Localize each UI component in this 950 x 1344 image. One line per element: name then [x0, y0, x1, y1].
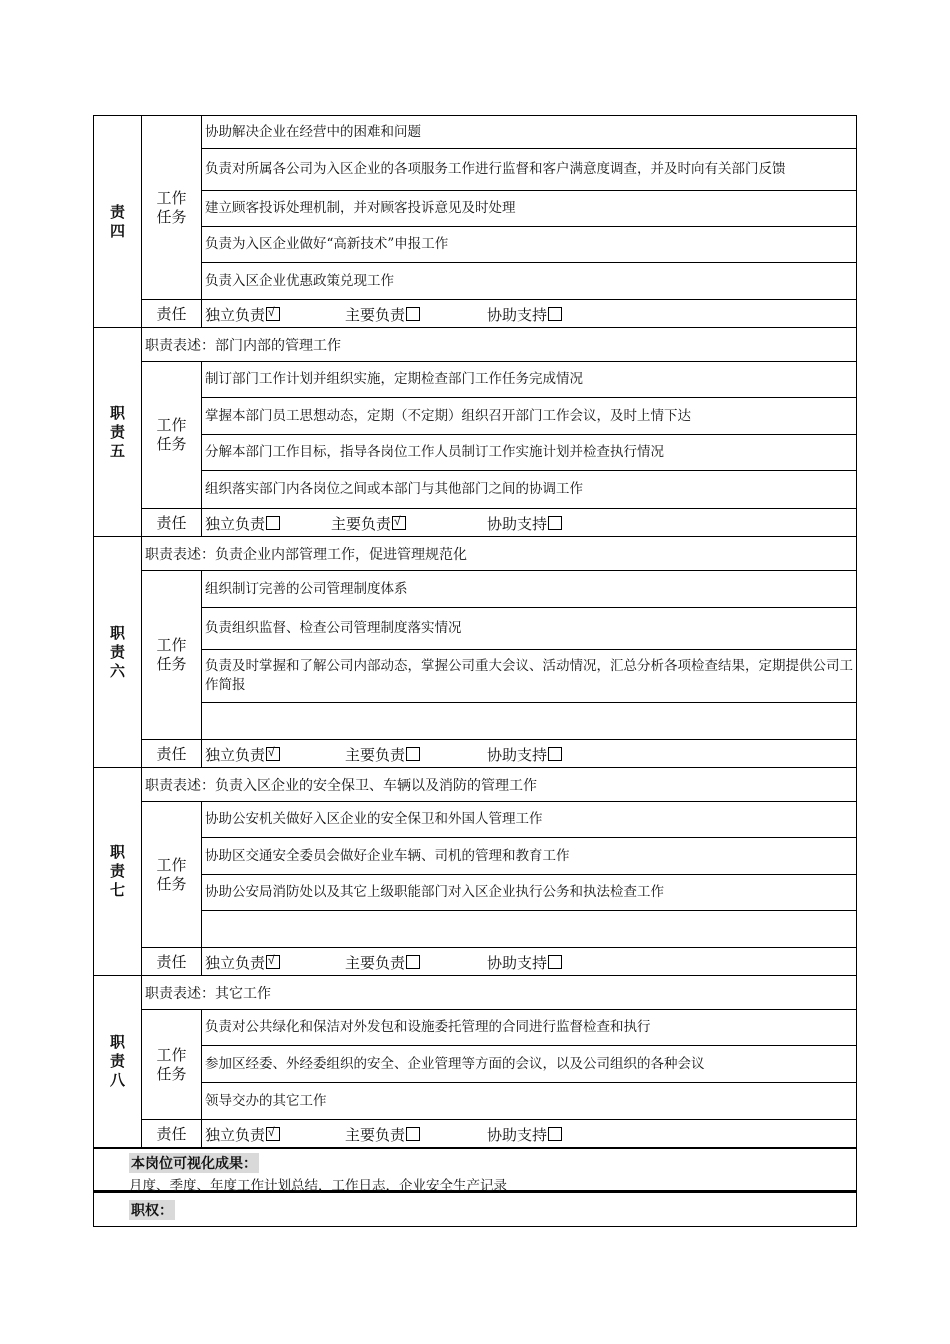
duty-body [142, 537, 856, 767]
work-tasks-label: 工作任务 [156, 637, 187, 673]
checkbox-independent-checked[interactable] [266, 1127, 280, 1141]
checkbox-independent-checked[interactable] [266, 307, 280, 321]
powers-row [93, 1191, 857, 1227]
duty-section [93, 767, 857, 975]
task-item: 组织落实部门内各岗位之间或本部门与其他部门之间的协调工作 [205, 481, 583, 497]
task-item [202, 703, 856, 739]
work-tasks [142, 362, 856, 509]
checkbox-main[interactable] [406, 747, 420, 761]
task-item: 协助公安机关做好入区企业的安全保卫和外国人管理工作 [202, 802, 856, 838]
option-main[interactable] [345, 952, 420, 973]
duty-name: 职责五 [109, 403, 125, 460]
task-item: 参加区经委、外经委组织的安全、企业管理等方面的会议，以及公司组织的各种会议 [202, 1046, 856, 1083]
work-tasks-label: 工作任务 [156, 189, 187, 226]
responsibility-row [142, 948, 856, 975]
option-independent-label: 独立负责 [205, 955, 266, 972]
option-assist-label: 协助支持 [487, 307, 548, 324]
work-tasks [142, 1010, 856, 1120]
duty-name: 职责七 [109, 843, 125, 899]
checkbox-main[interactable] [406, 955, 420, 969]
task-item: 组织制订完善的公司管理制度体系 [202, 571, 856, 608]
duty-description: 职责表述：部门内部的管理工作 [142, 328, 856, 362]
duty-body [142, 768, 856, 975]
duty-name-cell [94, 768, 142, 975]
duty-name-cell [94, 328, 142, 536]
duty-description: 职责表述：负责企业内部管理工作，促进管理规范化 [142, 537, 856, 571]
option-main[interactable] [345, 1124, 420, 1145]
option-independent[interactable] [205, 513, 280, 534]
checkbox-assist[interactable] [548, 955, 562, 969]
task-list [202, 1010, 856, 1119]
checkbox-main-checked[interactable] [392, 516, 406, 530]
task-item: 协助公安局消防处以及其它上级职能部门对入区企业执行公务和执法检查工作 [202, 875, 856, 911]
checkbox-assist[interactable] [548, 307, 562, 321]
responsibility-options [202, 948, 856, 975]
checkbox-main[interactable] [406, 307, 420, 321]
task-item: 分解本部门工作目标，指导各岗位工作人员制订工作实施计划并检查执行情况 [202, 435, 856, 471]
task-list [202, 802, 856, 947]
option-independent-label: 独立负责 [205, 1127, 266, 1144]
work-tasks-label: 工作任务 [156, 1046, 187, 1083]
work-tasks-label-cell [142, 362, 202, 508]
task-item: 负责对所属各公司为入区企业的各项服务工作进行监督和客户满意度调查，并及时向有关部门反馈 [202, 149, 856, 191]
option-main-label: 主要负责 [345, 307, 406, 324]
option-independent-label: 独立负责 [205, 747, 266, 764]
duty-name: 职责八 [109, 1033, 125, 1089]
work-tasks-label-cell [142, 802, 202, 947]
option-main[interactable] [345, 304, 420, 325]
responsibility-options [202, 1120, 856, 1147]
responsibility-row [142, 300, 856, 327]
duty-body [142, 328, 856, 536]
task-item: 领导交办的其它工作 [205, 1092, 327, 1109]
task-item: 建立顾客投诉处理机制，并对顾客投诉意见及时处理 [202, 191, 856, 227]
work-tasks-label-cell [142, 571, 202, 739]
duty-name-cell [94, 976, 142, 1147]
work-tasks-label-cell [142, 1010, 202, 1119]
checkbox-independent[interactable] [266, 516, 280, 530]
responsibility-row [142, 740, 856, 767]
responsibility-label: 责任 [142, 1120, 202, 1147]
option-independent-label: 独立负责 [205, 307, 266, 324]
duty-name-cell [94, 116, 142, 327]
responsibility-row [142, 509, 856, 536]
task-item: 负责组织监督、检查公司管理制度落实情况 [202, 608, 856, 650]
duty-section [93, 975, 857, 1147]
duty-body [142, 976, 856, 1147]
option-independent[interactable] [205, 952, 280, 973]
responsibility-options [202, 509, 856, 536]
option-main-label: 主要负责 [345, 747, 406, 764]
work-tasks [142, 802, 856, 948]
duty-description: 职责表述：其它工作 [142, 976, 856, 1010]
checkbox-assist[interactable] [548, 747, 562, 761]
option-main-label: 主要负责 [345, 955, 406, 972]
task-list [202, 571, 856, 739]
duty-body [142, 116, 856, 327]
option-independent[interactable] [205, 304, 280, 325]
task-item: 制订部门工作计划并组织实施，定期检查部门工作任务完成情况 [202, 362, 856, 398]
work-tasks-label: 工作任务 [156, 417, 187, 453]
duty-name: 责四 [109, 202, 125, 240]
option-assist[interactable] [487, 744, 562, 765]
task-list [202, 362, 856, 508]
responsibility-label: 责任 [142, 948, 202, 975]
responsibility-options [202, 740, 856, 767]
powers-label: 职权： [129, 1200, 175, 1220]
work-tasks-label-cell [142, 116, 202, 299]
option-assist[interactable] [487, 304, 562, 325]
task-item: 掌握本部门员工思想动态，定期（不定期）组织召开部门工作会议，及时上情下达 [202, 398, 856, 435]
option-assist[interactable] [487, 952, 562, 973]
responsibility-row [142, 1120, 856, 1147]
responsibility-label: 责任 [142, 300, 202, 327]
duty-section [93, 115, 857, 327]
option-independent-label: 独立负责 [205, 516, 266, 533]
task-item: 协助解决企业在经营中的困难和问题 [202, 116, 856, 149]
option-main[interactable] [345, 744, 420, 765]
option-assist-label: 协助支持 [487, 1127, 548, 1144]
option-independent[interactable] [205, 1124, 280, 1145]
task-item: 负责对公共绿化和保洁对外发包和设施委托管理的合同进行监督检查和执行 [202, 1010, 856, 1046]
outcome-text: 月度、季度、年度工作计划总结，工作日志，企业安全生产记录 [129, 1178, 507, 1194]
option-assist-label: 协助支持 [487, 955, 548, 972]
option-main-label: 主要负责 [331, 516, 392, 533]
task-item [202, 911, 856, 947]
duty-section [93, 536, 857, 767]
duty-name: 职责六 [109, 623, 125, 680]
work-tasks [142, 116, 856, 300]
checkbox-assist[interactable] [548, 1127, 562, 1141]
checkbox-main[interactable] [406, 1127, 420, 1141]
responsibility-label: 责任 [142, 740, 202, 767]
option-main-label: 主要负责 [345, 1127, 406, 1144]
task-item: 负责入区企业优惠政策兑现工作 [205, 272, 394, 289]
task-item: 负责及时掌握和了解公司内部动态，掌握公司重大会议、活动情况，汇总分析各项检查结果，定期提供公司工作简报 [202, 650, 856, 703]
option-main[interactable] [331, 513, 406, 534]
duty-name-cell [94, 537, 142, 767]
option-assist[interactable] [487, 513, 562, 534]
job-description-sheet [93, 115, 857, 1227]
checkbox-independent-checked[interactable] [266, 955, 280, 969]
duty-description: 职责表述：负责入区企业的安全保卫、车辆以及消防的管理工作 [142, 768, 856, 802]
task-item: 协助区交通安全委员会做好企业车辆、司机的管理和教育工作 [202, 838, 856, 875]
work-tasks-label: 工作任务 [156, 856, 187, 893]
responsibility-label: 责任 [142, 509, 202, 536]
task-list [202, 116, 856, 299]
duty-section [93, 327, 857, 536]
task-item: 负责为入区企业做好“高新技术”申报工作 [202, 227, 856, 263]
responsibility-options [202, 300, 856, 327]
outcome-label: 本岗位可视化成果： [129, 1153, 259, 1173]
option-independent[interactable] [205, 744, 280, 765]
visual-outcome [93, 1147, 857, 1194]
checkbox-independent-checked[interactable] [266, 747, 280, 761]
option-assist-label: 协助支持 [487, 516, 548, 533]
option-assist-label: 协助支持 [487, 747, 548, 764]
work-tasks [142, 571, 856, 740]
checkbox-assist[interactable] [548, 516, 562, 530]
option-assist[interactable] [487, 1124, 562, 1145]
